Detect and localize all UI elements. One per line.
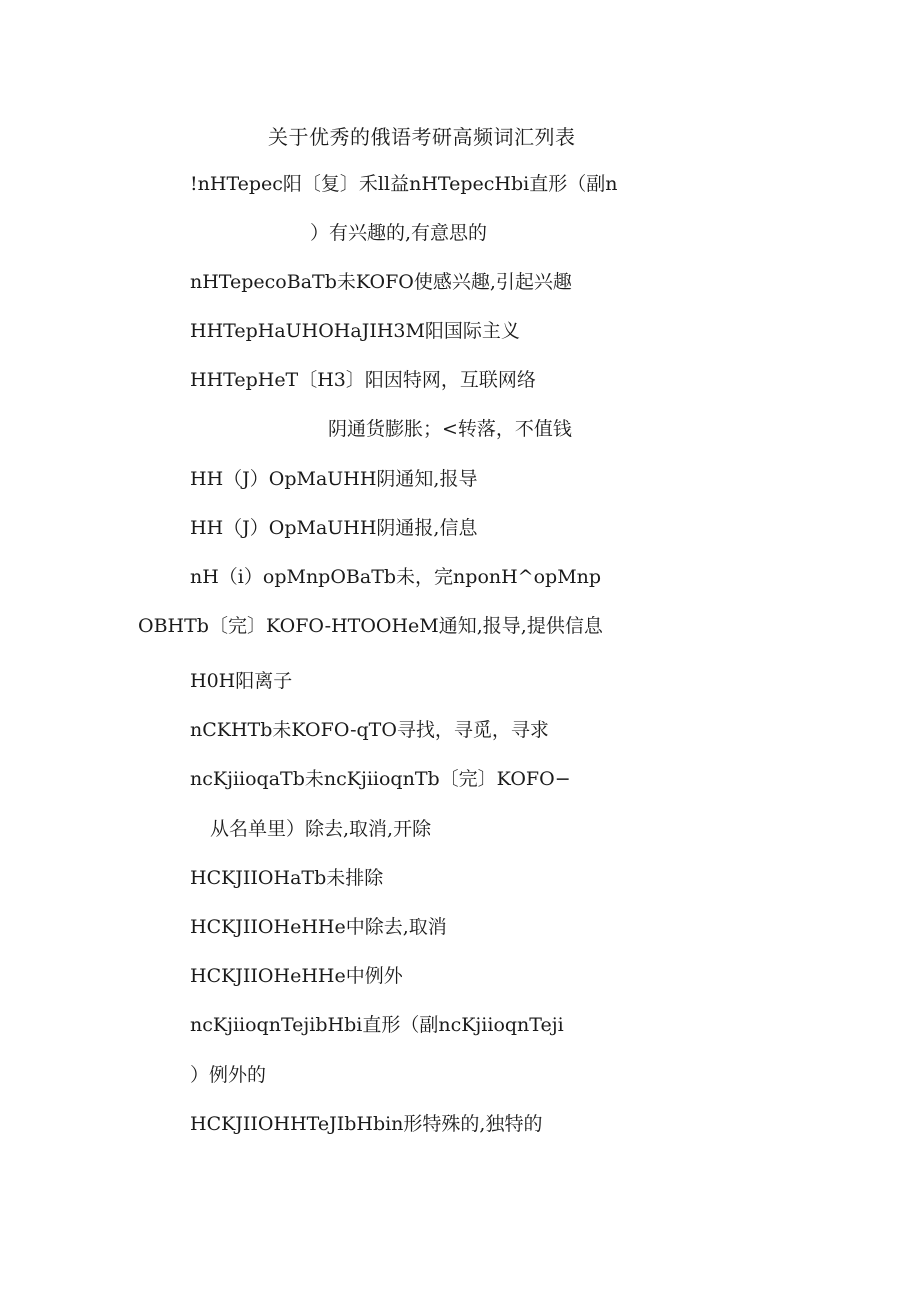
entry-line: HH（J）OpMaUHH阴通知,报导 <box>190 468 478 490</box>
entry-line: ncKjiioqaTb未ncKjiioqnTb〔完〕KOFO− <box>190 768 571 790</box>
entry-line: HCKJIIOHHTeJIbHbin形特殊的,独特的 <box>190 1113 543 1135</box>
entry-line: nHTepecoBaTb未KOFO使感兴趣,引起兴趣 <box>190 271 572 293</box>
entry-line: 从名单里）除去,取消,开除 <box>210 818 432 840</box>
entry-line: 阴通货膨胀；<转落，不值钱 <box>328 418 572 440</box>
entry-line: ）有兴趣的,有意思的 <box>310 222 488 244</box>
entry-line: HHTepHeT〔H3〕阳因特网，互联网络 <box>190 369 536 391</box>
entry-line: HH（J）OpMaUHH阴通报,信息 <box>190 517 478 539</box>
entry-line: nCKHTb未KOFO-qTO寻找，寻觅，寻求 <box>190 719 549 741</box>
entry-line: OBHTb〔完〕KOFO-HTOOHeM通知,报导,提供信息 <box>138 615 603 637</box>
entry-line: ncKjiioqnTejibHbi直形（副ncKjiioqnTeji <box>190 1014 564 1036</box>
entry-line: !nHTepec阳〔复〕禾ll益nHTepecHbi直形（副n <box>190 173 618 195</box>
entry-line: HCKJIIOHaTb未排除 <box>190 867 384 889</box>
entry-line: ）例外的 <box>190 1064 267 1086</box>
document-title: 关于优秀的俄语考研高频词汇列表 <box>268 125 576 149</box>
entry-line: H0H阳离子 <box>190 670 293 692</box>
entry-line: nH（i）opMnpOBaTb未，完nponH^opMnp <box>190 566 602 588</box>
entry-line: HCKJIIOHeHHe中例外 <box>190 965 403 987</box>
entry-line: HHTepHaUHOHaJIH3M阳国际主义 <box>190 320 520 342</box>
entry-line: HCKJIIOHeHHe中除去,取消 <box>190 916 447 938</box>
